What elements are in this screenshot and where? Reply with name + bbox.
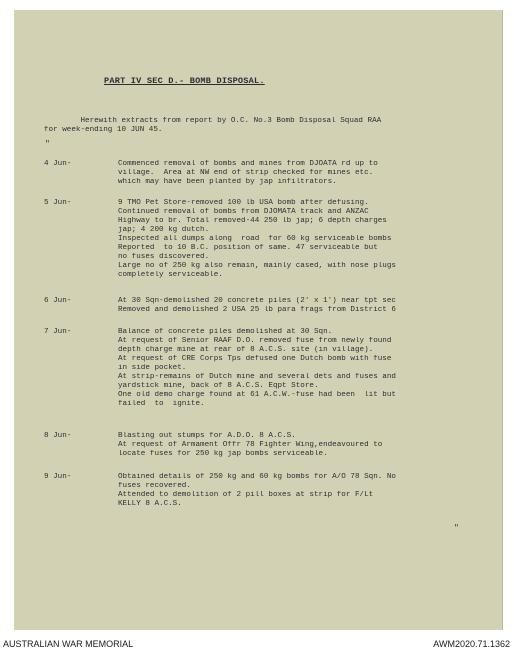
intro-line-1: Herewith extracts from report by O.C. No.3 Bomb Disposal Squad RAA <box>44 117 382 125</box>
entry-line: Obtained details of 250 kg and 60 kg bombs for A/O 78 Sqn. No <box>118 473 396 481</box>
entry-line: in side pocket. <box>118 364 187 372</box>
entry-line: At request of CRE Corps Tps defused one Dutch bomb with fuse <box>118 355 392 363</box>
entry-line: which may have been planted by jap infiltrators. <box>118 178 337 186</box>
entry-line: fuses recovered. <box>118 482 191 490</box>
entry-line: 9 TMO Pet Store-removed 100 lb USA bomb after defusing. <box>118 199 369 207</box>
entry-date: 9 Jun- <box>44 473 72 481</box>
entry-date: 7 Jun- <box>44 328 72 336</box>
intro-line-2: for week-ending 10 JUN 45. <box>44 126 163 134</box>
entry-line: depth charge mine at rear of 8 A.C.S. site (in village). <box>118 346 374 354</box>
entry-line: yardstick mine, back of 8 A.C.S. Eqpt Store. <box>118 382 319 390</box>
entry-line: no fuses discovered. <box>118 253 210 261</box>
entry-line: Balance of concrete piles demolished at 30 Sqn. <box>118 328 333 336</box>
entry-line: At strip-remains of Dutch mine and several dets and fuses and <box>118 373 396 381</box>
section-heading: PART IV SEC D.- BOMB DISPOSAL. <box>104 76 265 86</box>
entry-line: locate fuses for 250 kg jap bombs serviceable. <box>118 450 328 458</box>
entry-line: Large no of 250 kg also remain, mainly cased, with nose plugs <box>118 262 396 270</box>
entry-text <box>118 199 496 280</box>
entry-line: jap; 4 200 kg dutch. <box>118 226 210 234</box>
archive-footer <box>0 633 514 653</box>
entry-date: 5 Jun- <box>44 199 72 207</box>
entry-line: Removed and demolished 2 USA 25 lb para frags from District 6 <box>118 306 396 314</box>
entry-text <box>118 160 496 187</box>
intro-paragraph <box>44 117 499 135</box>
entry-line: Continued removal of bombs from DJOMATA track and ANZAC <box>118 208 369 216</box>
entry-date: 6 Jun- <box>44 297 72 305</box>
entry-text <box>118 473 496 509</box>
entry-line: Highway to br. Total removed-44 250 lb jap; 6 depth charges <box>118 217 387 225</box>
entry-line: At request of Armament Offr 78 Fighter Wing,endeavoured to <box>118 441 383 449</box>
entry-text <box>118 297 496 315</box>
entry-line: At request of Senior RAAF D.O. removed fuse from newly found <box>118 337 392 345</box>
entry-line: Blasting out stumps for A.D.O. 8 A.C.S. <box>118 432 296 440</box>
entry-line: Attended to demolition of 2 pill boxes at strip for F/Lt <box>118 491 374 499</box>
archive-source: AUSTRALIAN WAR MEMORIAL <box>3 639 134 649</box>
entry-line: One old demo charge found at 61 A.C.W.-fuse had been lit but <box>118 391 396 399</box>
closing-quote-mark: " <box>454 524 459 533</box>
entry-line: At 30 Sqn-demolished 20 concrete piles (2' x 1') near tpt sec <box>118 297 396 305</box>
entry-line: completely serviceable. <box>118 271 223 279</box>
entry-line: Reported to 10 B.C. position of same. 47 serviceable but <box>118 244 378 252</box>
entry-line: failed to ignite. <box>118 400 205 408</box>
entry-line: KELLY 8 A.C.S. <box>118 500 182 508</box>
entry-date: 8 Jun- <box>44 432 72 440</box>
entry-text <box>118 432 496 459</box>
archive-reference: AWM2020.71.1362 <box>433 639 510 649</box>
entry-line: Inspected all dumps along road for 60 kg serviceable bombs <box>118 235 392 243</box>
document-page <box>14 10 503 630</box>
quote-mark: " <box>45 140 50 149</box>
entry-line: Commenced removal of bombs and mines from DJOATA rd up to <box>118 160 378 168</box>
entry-text <box>118 328 496 409</box>
entry-date: 4 Jun- <box>44 160 72 168</box>
entry-line: village. Area at NW end of strip checked for mines etc. <box>118 169 374 177</box>
